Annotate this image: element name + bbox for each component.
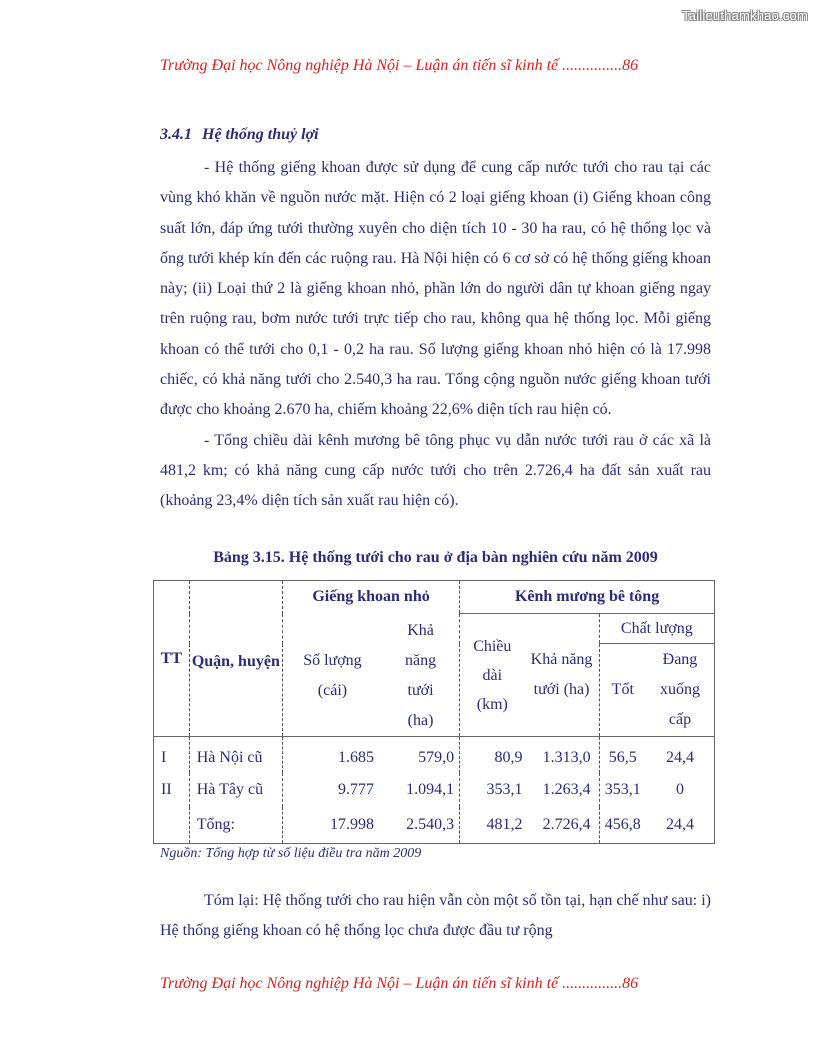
row-3-district: Tổng:	[189, 807, 282, 844]
conclusion-block	[160, 886, 711, 947]
paragraph-conclusion: Tóm lại: Hệ thống tưới cho rau hiện vẫn còn một số tồn tại, hạn chế như sau: i) Hệ thống giếng khoan có hệ thống lọc chưa được đầu tư rộng	[160, 892, 711, 940]
row-1-canal-capacity: 1.313,0	[524, 737, 599, 773]
table-caption: Bảng 3.15. Hệ thống tưới cho rau ở địa bàn nghiên cứu năm 2009	[213, 549, 658, 566]
header-wells-group: Giếng khoan nhỏ	[282, 581, 459, 614]
row-2-wells-count: 9.777	[337, 780, 374, 798]
section-number: 3.4.1	[160, 126, 192, 143]
watermark: Tailieuthamkhao.com	[682, 8, 808, 23]
row-2-canal-length: 353,1	[486, 780, 523, 798]
row-3-good: 456,8	[599, 807, 646, 844]
running-header: Trường Đại học Nông nghiệp Hà Nội – Luận án tiến sĩ kinh tế ...............86	[160, 57, 639, 74]
row-1-degrading: 24,4	[646, 737, 715, 773]
section-title: Hệ thống thuỷ lợi	[202, 126, 319, 143]
header-wells-count: Số lượng (cái)	[303, 651, 362, 699]
header-wells-capacity: Khả năng tưới (ha)	[382, 614, 460, 737]
running-footer: Trường Đại học Nông nghiệp Hà Nội – Luận án tiến sĩ kinh tế ...............86	[160, 975, 639, 992]
row-1-district: Hà Nội cũ	[189, 737, 282, 773]
row-3-wells-capacity: 2.540,3	[382, 807, 460, 844]
header-canal-capacity: Khả năng tưới (ha)	[524, 614, 599, 737]
section-heading	[160, 126, 319, 144]
header-quality-degrading: Đang xuống cấp	[646, 644, 715, 737]
row-3-wells-count: 17.998	[282, 807, 382, 844]
header-tt: TT	[154, 581, 190, 737]
header-quality-good: Tốt	[611, 681, 634, 698]
irrigation-table	[153, 580, 715, 844]
header-canal-length: Chiều dài (km)	[473, 637, 512, 713]
row-1-good: 56,5	[599, 737, 646, 773]
header-quality-group: Chất lượng	[599, 614, 714, 644]
row-3-canal-length: 481,2	[460, 807, 525, 844]
row-3-degrading: 24,4	[646, 807, 715, 844]
row-1-tt: I	[154, 737, 190, 773]
row-2-tt: II	[154, 773, 190, 807]
source-note: Nguồn: Tổng hợp từ số liệu điều tra năm 2009	[160, 846, 422, 861]
row-2-canal-capacity: 1.263,4	[524, 773, 599, 807]
row-3-tt	[154, 807, 190, 844]
row-2-good: 353,1	[604, 780, 641, 798]
body-paragraphs	[160, 153, 711, 517]
row-1-canal-length: 80,9	[460, 737, 525, 773]
row-1-wells-capacity: 579,0	[382, 737, 460, 773]
row-2-degrading: 0	[646, 773, 715, 807]
row-3-canal-capacity: 2.726,4	[524, 807, 599, 844]
header-district: Quận, huyện	[189, 581, 282, 737]
paragraph-wells: - Hệ thống giếng khoan được sử dụng để cung cấp nước tưới cho rau tại các vùng khó khăn về nguồn nước mặt. Hiện có 2 loại giếng khoan (i) Giếng khoan công suất lớn, đáp ứng tưới thường xuyên cho diện tích 10 - 30 ha rau, có hệ thống lọc và ống tưới khép kín đến các ruộng rau. Hà Nội hiện có 6 cơ sở có hệ thống giếng khoan này; (ii) Loại thứ 2 là giếng khoan nhỏ, phần lớn do người dân tự khoan giếng ngay trên ruộng rau, bơm nước tưới trực tiếp cho rau, không qua hệ thống lọc. Mỗi giếng khoan có thể tưới cho 0,1 - 0,2 ha rau. Số lượng giếng khoan nhỏ hiện có là 17.998 chiếc, có khả năng tưới cho 2.540,3 ha rau. Tổng cộng nguồn nước giếng khoan tưới được cho khoảng 2.670 ha, chiếm khoảng 22,6% diện tích rau hiện có.	[160, 159, 711, 419]
row-2-wells-capacity: 1.094,1	[382, 773, 460, 807]
paragraph-canals: - Tổng chiều dài kênh mương bê tông phục vụ dẫn nước tưới rau ở các xã là 481,2 km; có khả năng cung cấp nước tưới cho trên 2.726,4 ha đất sản xuất rau (khoảng 23,4% diện tích sản xuất rau hiện có).	[160, 431, 711, 510]
header-canal-group: Kênh mương bê tông	[460, 581, 715, 614]
row-1-wells-count: 1.685	[282, 737, 382, 773]
row-2-district: Hà Tây cũ	[189, 773, 282, 807]
